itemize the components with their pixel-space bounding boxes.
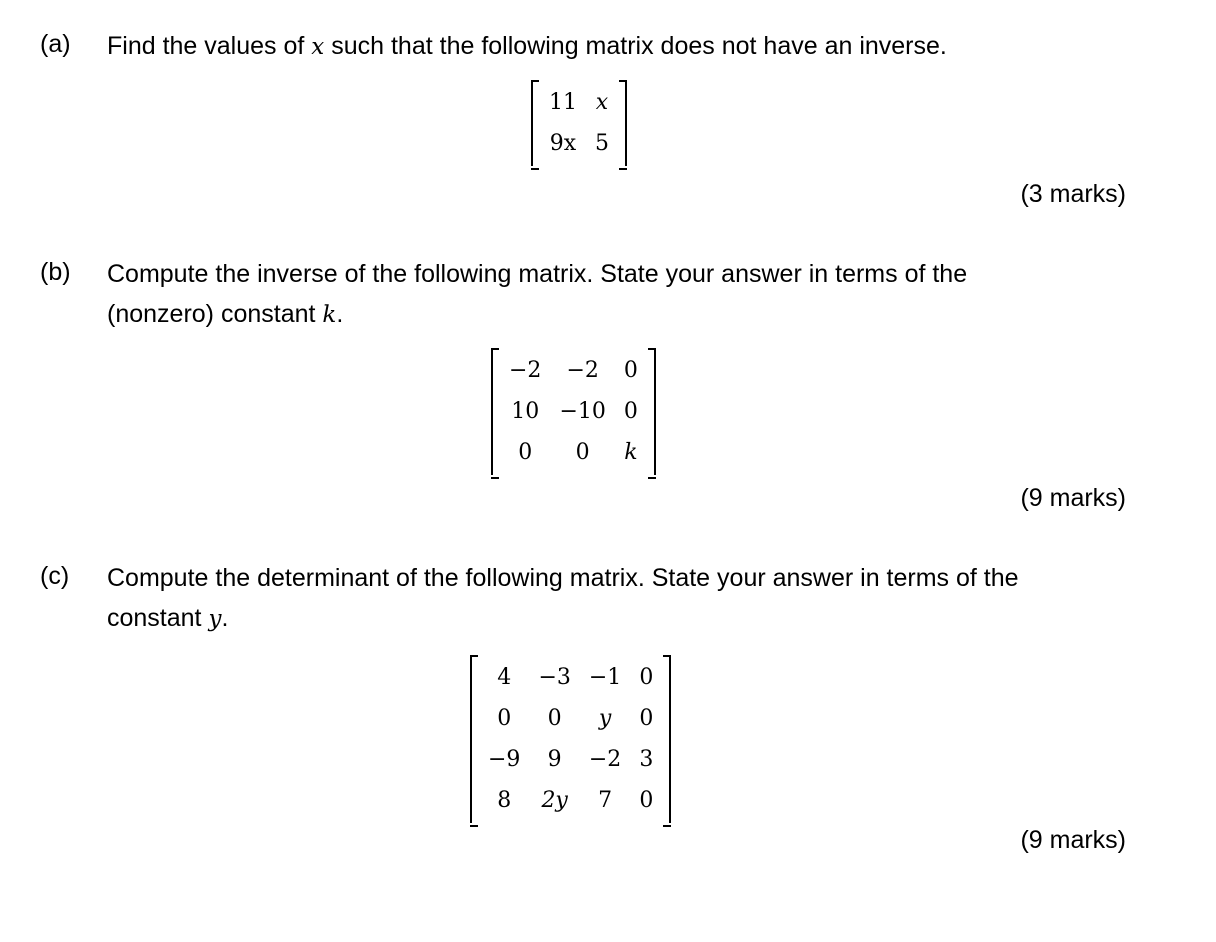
matrix-cell: −9: [488, 747, 521, 772]
matrix-cell: 0: [518, 440, 533, 465]
matrix-row: [540, 123, 618, 164]
matrix-cell: 4: [497, 665, 512, 690]
matrix-row: [479, 780, 662, 821]
part-b-marks: (9 marks): [1020, 484, 1126, 512]
part-c-text-after: .: [221, 604, 229, 632]
matrix-row: [500, 391, 647, 432]
part-b-text-after: .: [336, 300, 344, 328]
part-a-label: (a): [40, 30, 71, 58]
matrix-cell: −2: [566, 358, 599, 383]
part-b-variable: k: [322, 302, 337, 328]
part-c-label: (c): [40, 562, 70, 590]
matrix-cell: y: [598, 706, 612, 731]
matrix-row: [540, 82, 618, 123]
matrix-row: [479, 739, 662, 780]
matrix-cell: 2y: [541, 788, 568, 813]
matrix-cell: 9x: [549, 131, 577, 156]
matrix-cell: 0: [547, 706, 562, 731]
part-a-marks: (3 marks): [1020, 180, 1126, 208]
matrix-cell: k: [624, 440, 638, 465]
matrix-cell: −2: [588, 747, 622, 772]
matrix-cell: 9: [547, 747, 562, 772]
matrix-cell: 0: [623, 358, 638, 383]
part-c-variable: y: [208, 606, 222, 632]
matrix-cell: 0: [639, 665, 654, 690]
matrix-cell: 3: [639, 747, 654, 772]
matrix-a: [531, 80, 627, 166]
matrix-row: [500, 432, 647, 473]
matrix-cell: 0: [639, 706, 654, 731]
part-c-marks: (9 marks): [1020, 826, 1126, 854]
matrix-cell: 5: [595, 131, 609, 156]
part-b-line1: Compute the inverse of the following matrix. State your answer in terms of the: [107, 260, 968, 288]
part-b-line2: [107, 294, 343, 335]
matrix-cell: 0: [623, 399, 638, 424]
matrix-cell: −3: [538, 665, 571, 690]
matrix-cell: 0: [639, 788, 654, 813]
matrix-cell: 7: [598, 788, 613, 813]
matrix-row: [479, 698, 662, 739]
part-a-variable: x: [311, 34, 325, 60]
part-a-text-before: Find the values of: [107, 32, 305, 60]
matrix-cell: 0: [575, 440, 590, 465]
matrix-cell: 0: [497, 706, 512, 731]
part-c-text-before: constant: [107, 604, 202, 632]
matrix-cell: 8: [497, 788, 512, 813]
matrix-cell: 11: [549, 90, 577, 115]
part-b-label: (b): [40, 258, 71, 286]
matrix-row: [500, 350, 647, 391]
part-b-text-before: (nonzero) constant: [107, 300, 316, 328]
part-a-text-after: such that the following matrix does not have an inverse.: [331, 32, 947, 60]
part-c-line2: [107, 598, 228, 639]
matrix-b: [491, 348, 656, 475]
matrix-cell: −1: [588, 665, 622, 690]
matrix-c: [470, 655, 671, 823]
matrix-cell: x: [595, 90, 609, 115]
part-a-question: [107, 26, 947, 67]
matrix-cell: 10: [511, 399, 540, 424]
matrix-cell: −10: [559, 399, 606, 424]
matrix-cell: −2: [509, 358, 542, 383]
matrix-row: [479, 657, 662, 698]
part-c-line1: Compute the determinant of the following matrix. State your answer in terms of the: [107, 564, 1019, 592]
